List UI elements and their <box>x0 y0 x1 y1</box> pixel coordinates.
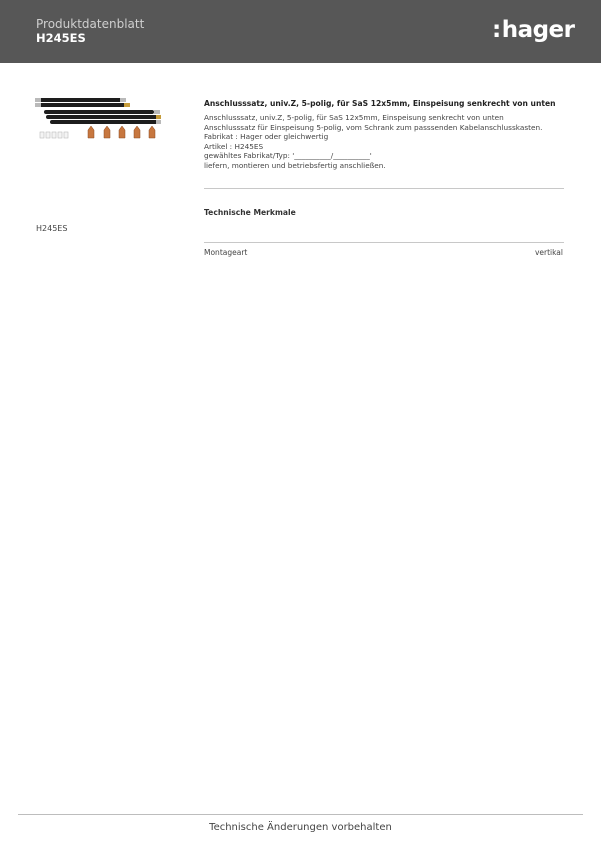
description-line: Anschlusssatz für Einspeisung 5-polig, vom Schrank zum passsenden Kabelanschlusskasten. <box>204 122 543 132</box>
footer-divider <box>18 814 583 815</box>
description-line: Anschlusssatz, univ.Z, 5-polig, für SaS 12x5mm, Einspeisung senkrecht von unten <box>204 113 504 122</box>
attribute-name: Montageart <box>204 248 248 257</box>
hager-logo: :hager <box>492 17 575 43</box>
header-bar <box>0 0 601 63</box>
description-line: gewähltes Fabrikat/Typ: '__________/__________' <box>204 151 372 161</box>
product-image <box>34 92 162 142</box>
table-divider <box>204 242 564 243</box>
product-code-label: H245ES <box>36 224 68 233</box>
product-description <box>204 99 564 171</box>
description-line: liefern, montieren und betriebsfertig anschließen. <box>204 160 386 170</box>
document-type: Produktdatenblatt <box>36 17 145 31</box>
technical-features-heading: Technische Merkmale <box>204 208 296 217</box>
attribute-value: vertikal <box>534 248 563 257</box>
product-title: Anschlusssatz, univ.Z, 5-polig, für SaS 12x5mm, Einspeisung senkrecht von unten <box>204 99 556 108</box>
footer-note: Technische Änderungen vorbehalten <box>209 822 392 833</box>
description-line: Fabrikat : Hager oder gleichwertig <box>204 132 329 142</box>
section-divider <box>204 188 564 189</box>
product-code-heading: H245ES <box>36 31 86 45</box>
description-line: Artikel : H245ES <box>204 141 264 151</box>
